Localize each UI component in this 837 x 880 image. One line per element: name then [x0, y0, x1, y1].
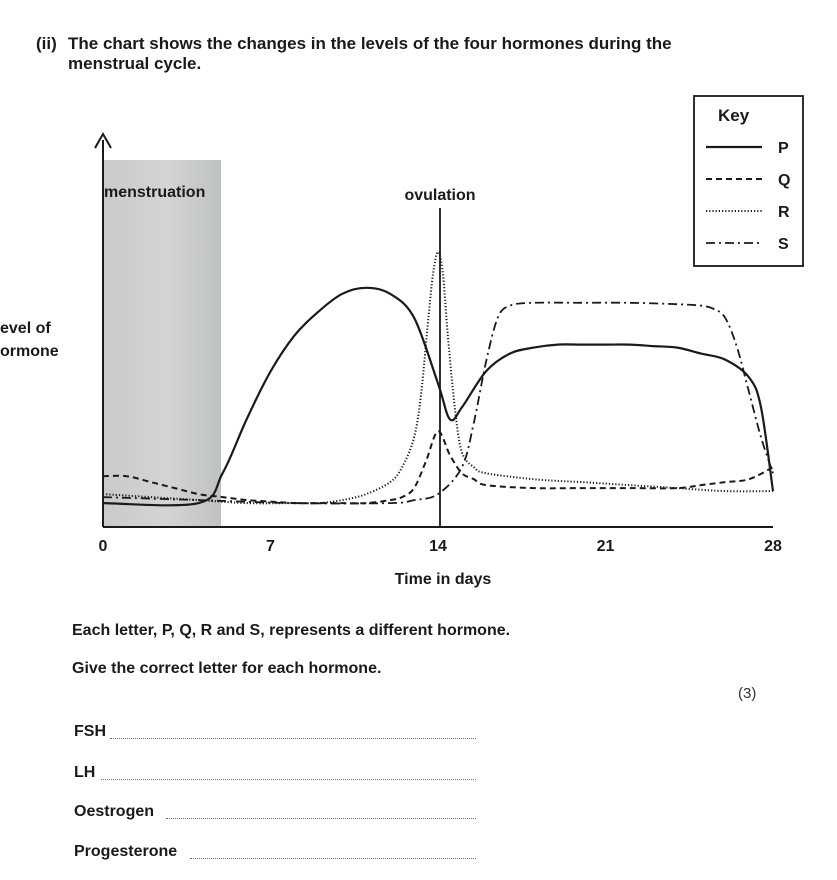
menstruation-band	[103, 160, 221, 527]
x-axis-label: Time in days	[394, 571, 492, 588]
legend-label-s: S	[778, 236, 789, 253]
answer-label-fsh: FSH	[74, 723, 106, 740]
x-tick-label: 14	[429, 538, 447, 555]
legend	[694, 96, 803, 266]
x-tick-label: 28	[764, 538, 782, 555]
question-text-line-1: The chart shows the changes in the levels of the four hormones during the	[68, 34, 672, 53]
question-text-line-2: menstrual cycle.	[68, 54, 202, 73]
x-tick-label: 0	[98, 538, 108, 555]
marks-available: (3)	[738, 685, 757, 702]
answer-label-lh: LH	[74, 764, 96, 781]
instruction-line-1: Each letter, P, Q, R and S, represents a different hormone.	[72, 622, 511, 639]
legend-label-q: Q	[778, 172, 791, 189]
legend-label-p: P	[778, 140, 789, 157]
answer-line-oestrogen[interactable]	[166, 818, 476, 819]
answer-line-fsh[interactable]	[110, 738, 476, 739]
menstruation-label: menstruation	[104, 184, 206, 201]
answer-label-progesterone: Progesterone	[74, 843, 178, 860]
legend-label-r: R	[778, 204, 790, 221]
legend-title: Key	[718, 106, 750, 125]
answer-label-oestrogen: Oestrogen	[74, 803, 155, 820]
x-tick-label: 21	[596, 538, 615, 555]
question-number: (ii)	[36, 34, 57, 53]
instruction-line-2: Give the correct letter for each hormone.	[72, 660, 382, 677]
x-tick-label: 7	[266, 538, 275, 555]
y-axis-label-line-1: evel of	[0, 320, 51, 337]
ovulation-label: ovulation	[404, 187, 476, 204]
answer-line-lh[interactable]	[101, 779, 476, 780]
y-axis-label-line-2: ormone	[0, 343, 59, 360]
x-ticks	[99, 538, 782, 555]
answer-line-progesterone[interactable]	[190, 858, 476, 859]
